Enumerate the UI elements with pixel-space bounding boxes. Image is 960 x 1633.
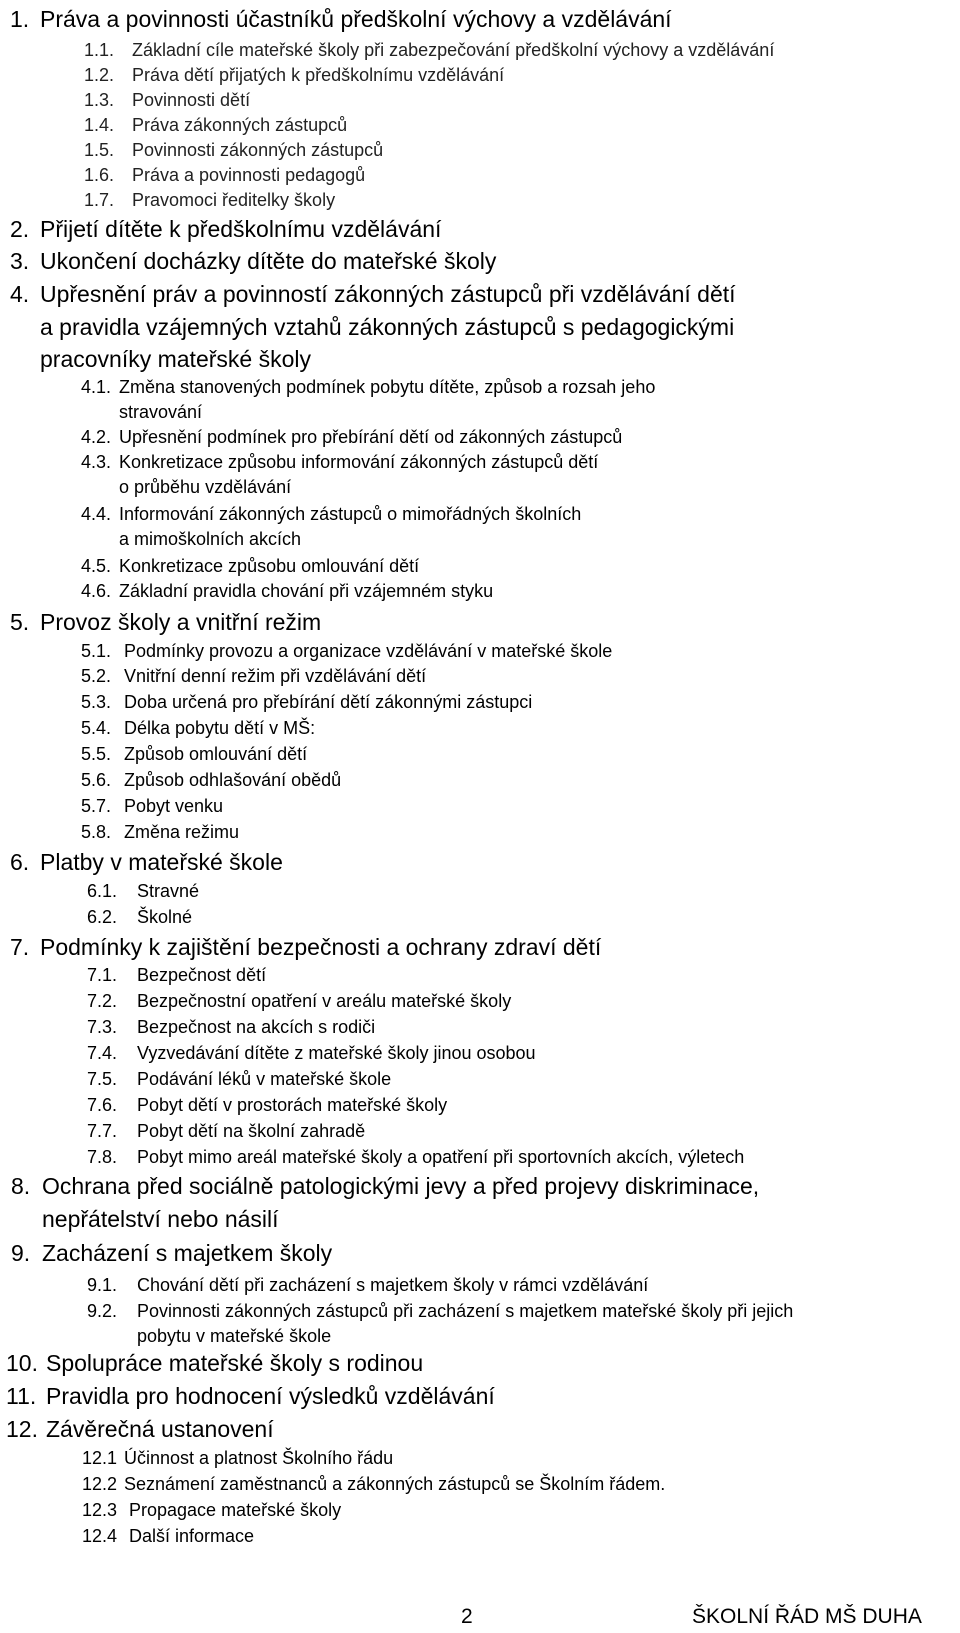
entry-number: 12.2 — [82, 1474, 118, 1494]
toc-entry — [87, 1122, 365, 1140]
toc-entry-continuation — [119, 478, 291, 496]
entry-number: 4.6. — [81, 581, 112, 601]
entry-text: Způsob odhlašování obědů — [124, 770, 342, 790]
entry-number: 7.5. — [87, 1069, 118, 1089]
entry-number: 7.3. — [87, 1017, 118, 1037]
toc-entry-continuation — [137, 1327, 331, 1345]
toc-entry — [84, 66, 504, 84]
entry-number: 5.4. — [81, 718, 112, 738]
entry-number: 4.1. — [81, 377, 112, 397]
entry-text: Pobyt mimo areál mateřské školy a opatření při sportovních akcích, výletech — [137, 1147, 745, 1167]
entry-text: Změna režimu — [124, 822, 240, 842]
entry-text: a mimoškolních akcích — [119, 529, 302, 549]
toc-entry — [87, 908, 192, 926]
entry-number: 10. — [6, 1350, 38, 1376]
entry-number: 4.2. — [81, 427, 112, 447]
entry-text: Povinnosti zákonných zástupců — [132, 140, 384, 160]
entry-text: Doba určená pro přebírání dětí zákonnými zástupci — [124, 692, 533, 712]
toc-entry — [87, 1018, 375, 1036]
toc-entry-continuation — [42, 1208, 279, 1231]
entry-number: 7.7. — [87, 1121, 118, 1141]
entry-number: 5.2. — [81, 666, 112, 686]
entry-number: 6.2. — [87, 907, 118, 927]
entry-text: Závěrečná ustanovení — [46, 1416, 274, 1442]
entry-number: 5.8. — [81, 822, 112, 842]
entry-text: Informování zákonných zástupců o mimořádných školních — [119, 504, 582, 524]
entry-number: 5.6. — [81, 770, 112, 790]
entry-number: 12. — [6, 1416, 38, 1442]
entry-text: Vnitřní denní režim při vzdělávání dětí — [124, 666, 427, 686]
toc-entry — [81, 797, 223, 815]
toc-entry — [81, 428, 622, 446]
toc-entry — [87, 1276, 648, 1294]
toc-entry — [87, 1148, 744, 1166]
entry-text: Práva a povinnosti pedagogů — [132, 165, 366, 185]
entry-number: 5.3. — [81, 692, 112, 712]
toc-entry — [11, 1175, 759, 1198]
entry-text: Délka pobytu dětí v MŠ: — [124, 718, 316, 738]
entry-text: Práva zákonných zástupců — [132, 115, 348, 135]
toc-entry — [6, 1352, 423, 1375]
toc-entry — [10, 250, 496, 273]
entry-number: 1.3. — [84, 90, 115, 110]
toc-entry — [81, 582, 493, 600]
entry-number: 6.1. — [87, 881, 118, 901]
toc-entry — [10, 611, 321, 634]
toc-entry — [81, 719, 315, 737]
entry-text: Další informace — [124, 1526, 255, 1546]
entry-text: Práva dětí přijatých k předškolnímu vzdělávání — [132, 65, 505, 85]
entry-text: Základní cíle mateřské školy při zabezpečování předškolní výchovy a vzdělávání — [132, 40, 775, 60]
entry-text: Pravidla pro hodnocení výsledků vzdělávání — [46, 1383, 495, 1409]
entry-text: Upřesnění práv a povinností zákonných zástupců při vzdělávání dětí — [40, 281, 736, 307]
entry-text: Podmínky provozu a organizace vzdělávání v mateřské škole — [124, 641, 613, 661]
toc-entry — [81, 745, 307, 763]
entry-number: 8. — [11, 1173, 31, 1199]
toc-entry — [87, 1096, 447, 1114]
entry-number: 1. — [10, 6, 30, 32]
entry-number: 2. — [10, 216, 30, 242]
entry-text: Stravné — [137, 881, 200, 901]
toc-entry — [10, 8, 672, 31]
entry-number: 4.4. — [81, 504, 112, 524]
entry-number: 5.7. — [81, 796, 112, 816]
toc-entry — [84, 91, 250, 109]
toc-entry — [87, 992, 511, 1010]
toc-entry-continuation — [119, 530, 301, 548]
entry-text: stravování — [119, 402, 203, 422]
document-title-footer: ŠKOLNÍ ŘÁD MŠ DUHA — [692, 1605, 922, 1628]
entry-text: Práva a povinnosti účastníků předškolní výchovy a vzdělávání — [40, 6, 672, 32]
entry-number: 6. — [10, 849, 30, 875]
entry-text: Pobyt dětí v prostorách mateřské školy — [137, 1095, 448, 1115]
entry-number: 1.1. — [84, 40, 115, 60]
entry-number: 4. — [10, 281, 30, 307]
page-number: 2 — [461, 1605, 473, 1628]
entry-number: 7.6. — [87, 1095, 118, 1115]
toc-entry — [81, 378, 655, 396]
toc-entry-continuation — [40, 348, 311, 371]
entry-text: Bezpečnost dětí — [137, 965, 267, 985]
entry-text: Základní pravidla chování při vzájemném styku — [119, 581, 494, 601]
toc-entry — [84, 141, 383, 159]
toc-entry — [84, 116, 347, 134]
entry-number: 12.3 — [82, 1500, 118, 1520]
toc-entry — [6, 1418, 274, 1441]
entry-text: Povinnosti zákonných zástupců při zacházení s majetkem mateřské školy při jejich — [137, 1301, 794, 1321]
toc-entry — [81, 823, 239, 841]
toc-entry — [84, 166, 365, 184]
entry-text: o průběhu vzdělávání — [119, 477, 292, 497]
entry-text: nepřátelství nebo násilí — [42, 1206, 279, 1232]
toc-entry — [84, 191, 335, 209]
entry-number: 7.2. — [87, 991, 118, 1011]
entry-text: Školné — [137, 907, 193, 927]
entry-number: 7.4. — [87, 1043, 118, 1063]
entry-number: 1.6. — [84, 165, 115, 185]
entry-text: Účinnost a platnost Školního řádu — [124, 1448, 394, 1468]
entry-text: Bezpečnost na akcích s rodiči — [137, 1017, 376, 1037]
toc-entry — [81, 693, 532, 711]
entry-text: Podmínky k zajištění bezpečnosti a ochrany zdraví dětí — [40, 934, 602, 960]
entry-text: Povinnosti dětí — [132, 90, 251, 110]
toc-entry — [10, 283, 736, 306]
toc-entry — [82, 1527, 254, 1545]
toc-entry — [10, 851, 283, 874]
entry-number: 1.2. — [84, 65, 115, 85]
entry-text: Propagace mateřské školy — [124, 1500, 342, 1520]
entry-number: 3. — [10, 248, 30, 274]
entry-text: Vyzvedávání dítěte z mateřské školy jinou osobou — [137, 1043, 536, 1063]
entry-text: Ukončení docházky dítěte do mateřské školy — [40, 248, 497, 274]
entry-number: 5.5. — [81, 744, 112, 764]
toc-entry — [82, 1475, 665, 1493]
toc-entry — [81, 453, 598, 471]
entry-number: 9. — [11, 1240, 31, 1266]
entry-text: Upřesnění podmínek pro přebírání dětí od zákonných zástupců — [119, 427, 623, 447]
entry-text: Konkretizace způsobu informování zákonných zástupců dětí — [119, 452, 599, 472]
entry-text: Provoz školy a vnitřní režim — [40, 609, 322, 635]
toc-entry — [11, 1242, 332, 1265]
entry-text: Způsob omlouvání dětí — [124, 744, 308, 764]
entry-text: Změna stanovených podmínek pobytu dítěte, způsob a rozsah jeho — [119, 377, 656, 397]
entry-number: 4.3. — [81, 452, 112, 472]
toc-entry — [87, 1302, 793, 1320]
entry-text: Seznámení zaměstnanců a zákonných zástupců se Školním řádem. — [124, 1474, 666, 1494]
entry-text: Ochrana před sociálně patologickými jevy a před projevy diskriminace, — [42, 1173, 760, 1199]
entry-text: Podávání léků v mateřské škole — [137, 1069, 392, 1089]
entry-number: 9.1. — [87, 1275, 118, 1295]
entry-text: Zacházení s majetkem školy — [42, 1240, 333, 1266]
toc-entry — [81, 557, 419, 575]
entry-number: 9.2. — [87, 1301, 118, 1321]
toc-entry — [10, 936, 601, 959]
toc-entry — [87, 882, 199, 900]
entry-text: Konkretizace způsobu omlouvání dětí — [119, 556, 420, 576]
toc-entry — [81, 771, 341, 789]
entry-number: 12.4 — [82, 1526, 118, 1546]
entry-number: 11. — [6, 1383, 37, 1409]
entry-number: 7.8. — [87, 1147, 118, 1167]
entry-number: 7. — [10, 934, 30, 960]
entry-text: Pravomoci ředitelky školy — [132, 190, 336, 210]
entry-text: Přijetí dítěte k předškolnímu vzdělávání — [40, 216, 442, 242]
toc-entry — [87, 966, 266, 984]
entry-text: Spolupráce mateřské školy s rodinou — [46, 1350, 424, 1376]
toc-entry — [82, 1501, 341, 1519]
entry-text: Bezpečnostní opatření v areálu mateřské školy — [137, 991, 512, 1011]
toc-entry — [6, 1385, 495, 1408]
entry-text: pracovníky mateřské školy — [40, 346, 311, 372]
entry-number: 5.1. — [81, 641, 112, 661]
toc-entry — [87, 1044, 536, 1062]
entry-number: 1.7. — [84, 190, 115, 210]
toc-entry — [84, 41, 774, 59]
toc-entry — [81, 642, 612, 660]
entry-number: 7.1. — [87, 965, 118, 985]
entry-text: Pobyt dětí na školní zahradě — [137, 1121, 366, 1141]
entry-number: 5. — [10, 609, 30, 635]
entry-text: Chování dětí při zacházení s majetkem školy v rámci vzdělávání — [137, 1275, 649, 1295]
entry-text: pobytu v mateřské škole — [137, 1326, 332, 1346]
entry-number: 4.5. — [81, 556, 112, 576]
entry-text: Pobyt venku — [124, 796, 224, 816]
entry-number: 12.1 — [82, 1448, 118, 1468]
toc-entry — [81, 505, 581, 523]
toc-entry — [82, 1449, 393, 1467]
toc-entry — [87, 1070, 391, 1088]
toc-entry — [10, 218, 441, 241]
toc-entry-continuation — [40, 316, 734, 339]
toc-entry — [81, 667, 426, 685]
entry-number: 1.5. — [84, 140, 115, 160]
toc-entry-continuation — [119, 403, 202, 421]
entry-text: a pravidla vzájemných vztahů zákonných zástupců s pedagogickými — [40, 314, 735, 340]
entry-number: 1.4. — [84, 115, 115, 135]
entry-text: Platby v mateřské škole — [40, 849, 283, 875]
